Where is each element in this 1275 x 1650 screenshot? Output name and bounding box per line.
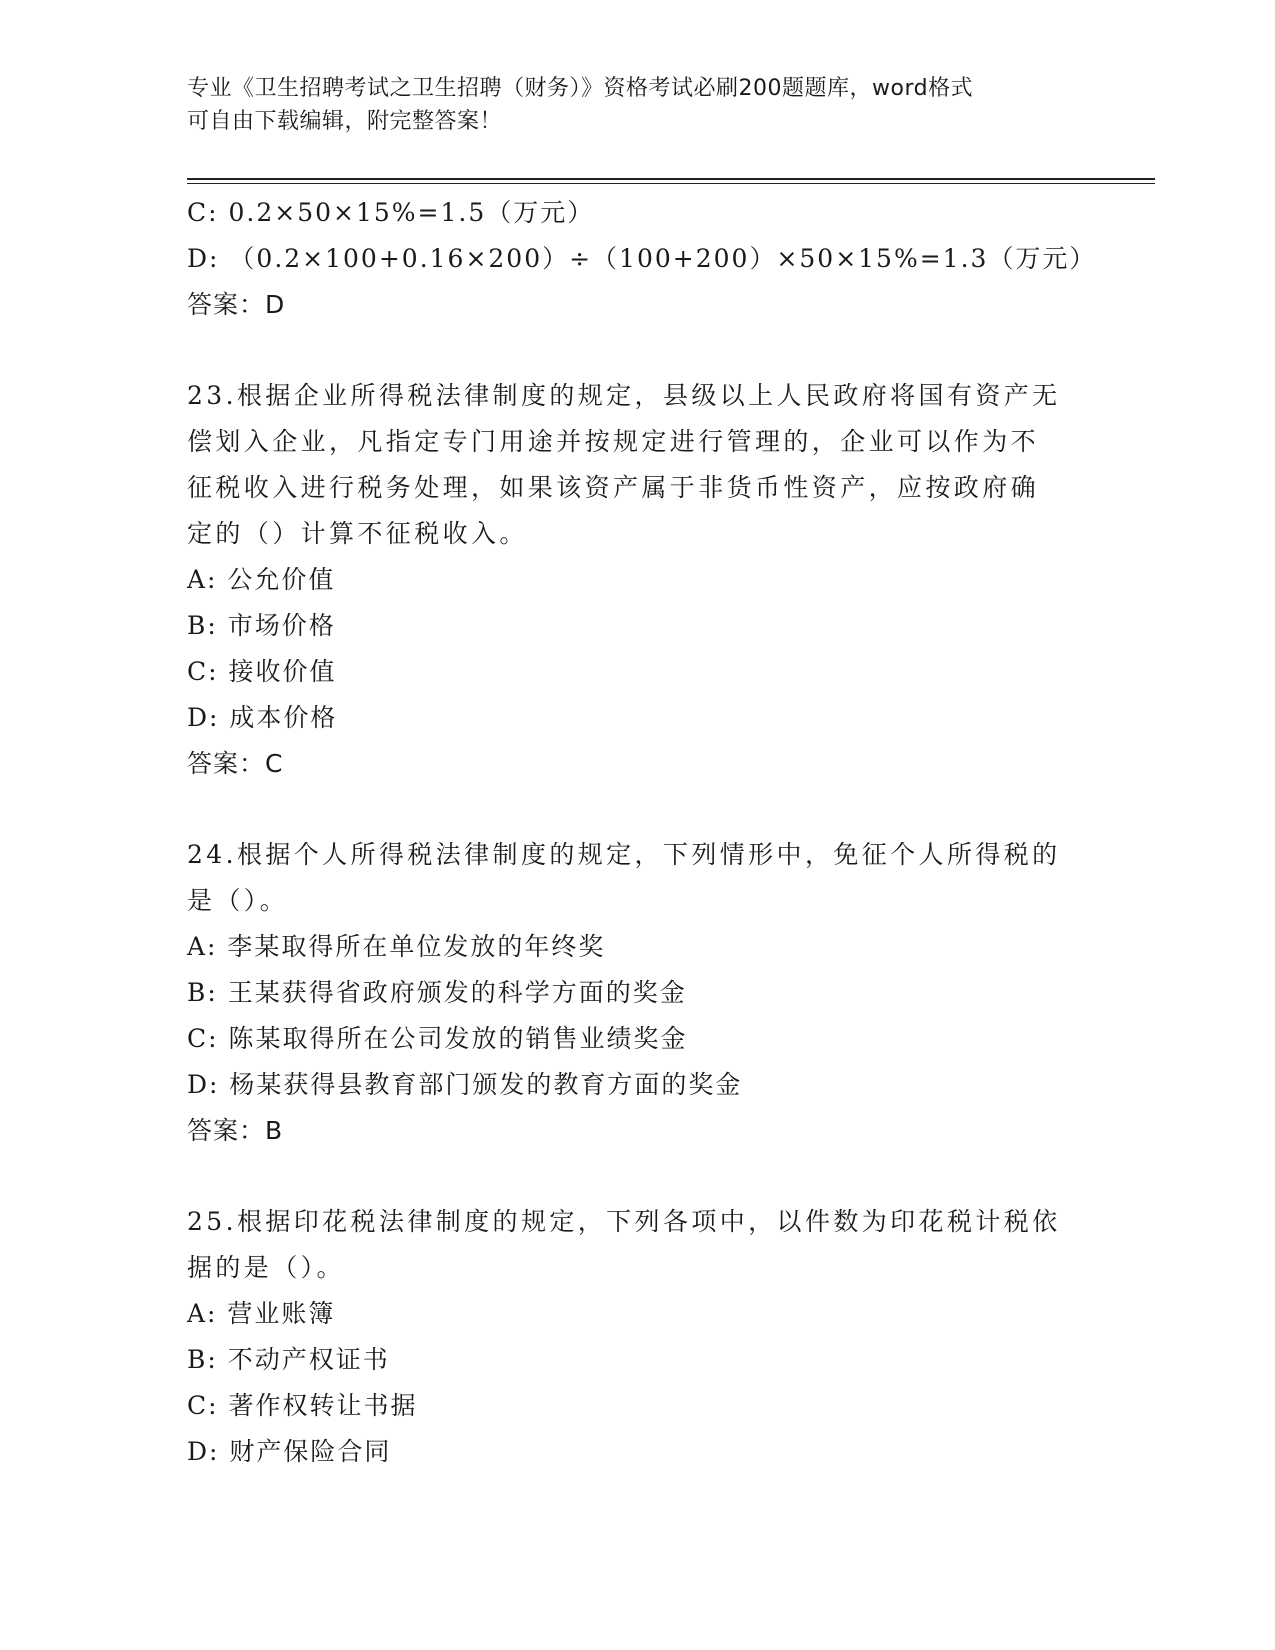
option-b: B: 不动产权证书: [187, 1345, 390, 1374]
option-c: C: 著作权转让书据: [187, 1391, 418, 1420]
question-25: [187, 1199, 1087, 1475]
question-24: [187, 832, 1087, 1154]
previous-question-tail: [187, 190, 1097, 328]
option-b: B: 市场价格: [187, 611, 336, 640]
question-text: 24.根据个人所得税法律制度的规定，下列情形中，免征个人所得税的是（）。: [187, 840, 1061, 915]
option-a: A: 公允价值: [187, 565, 336, 594]
option-c: C: 接收价值: [187, 657, 337, 686]
header-line-1: 专业《卫生招聘考试之卫生招聘（财务）》资格考试必刷200题题库，word格式: [187, 76, 974, 101]
question-23: [187, 373, 1087, 787]
option-a: A: 营业账簿: [187, 1299, 336, 1328]
answer-line: 答案：D: [187, 290, 286, 319]
option-c: C: 0.2×50×15%=1.5（万元）: [187, 198, 595, 227]
option-b: B: 王某获得省政府颁发的科学方面的奖金: [187, 978, 687, 1007]
option-d: D: 杨某获得县教育部门颁发的教育方面的奖金: [187, 1070, 743, 1099]
header-line-2: 可自由下载编辑，附完整答案！: [187, 109, 503, 134]
option-a: A: 李某取得所在单位发放的年终奖: [187, 932, 606, 961]
option-d: D: 财产保险合同: [187, 1437, 392, 1466]
option-c: C: 陈某取得所在公司发放的销售业绩奖金: [187, 1024, 688, 1053]
question-text: 23.根据企业所得税法律制度的规定，县级以上人民政府将国有资产无偿划入企业，凡指定专门用途并按规定进行管理的，企业可以作为不征税收入进行税务处理，如果该资产属于非货币性资产，应按政府确定的（）计算不征税收入。: [187, 381, 1061, 548]
option-d: D: 成本价格: [187, 703, 338, 732]
answer-line: 答案：C: [187, 749, 284, 778]
question-text: 25.根据印花税法律制度的规定，下列各项中，以件数为印花税计税依据的是（）。: [187, 1207, 1061, 1282]
document-header: [187, 72, 1087, 138]
option-d: D: （0.2×100+0.16×200）÷（100+200）×50×15%=1.3（万元）: [187, 244, 1097, 273]
question-list: [187, 190, 1097, 1475]
answer-line: 答案：B: [187, 1116, 284, 1145]
header-rule-thin: [187, 183, 1155, 184]
header-rule-thick: [187, 178, 1155, 180]
